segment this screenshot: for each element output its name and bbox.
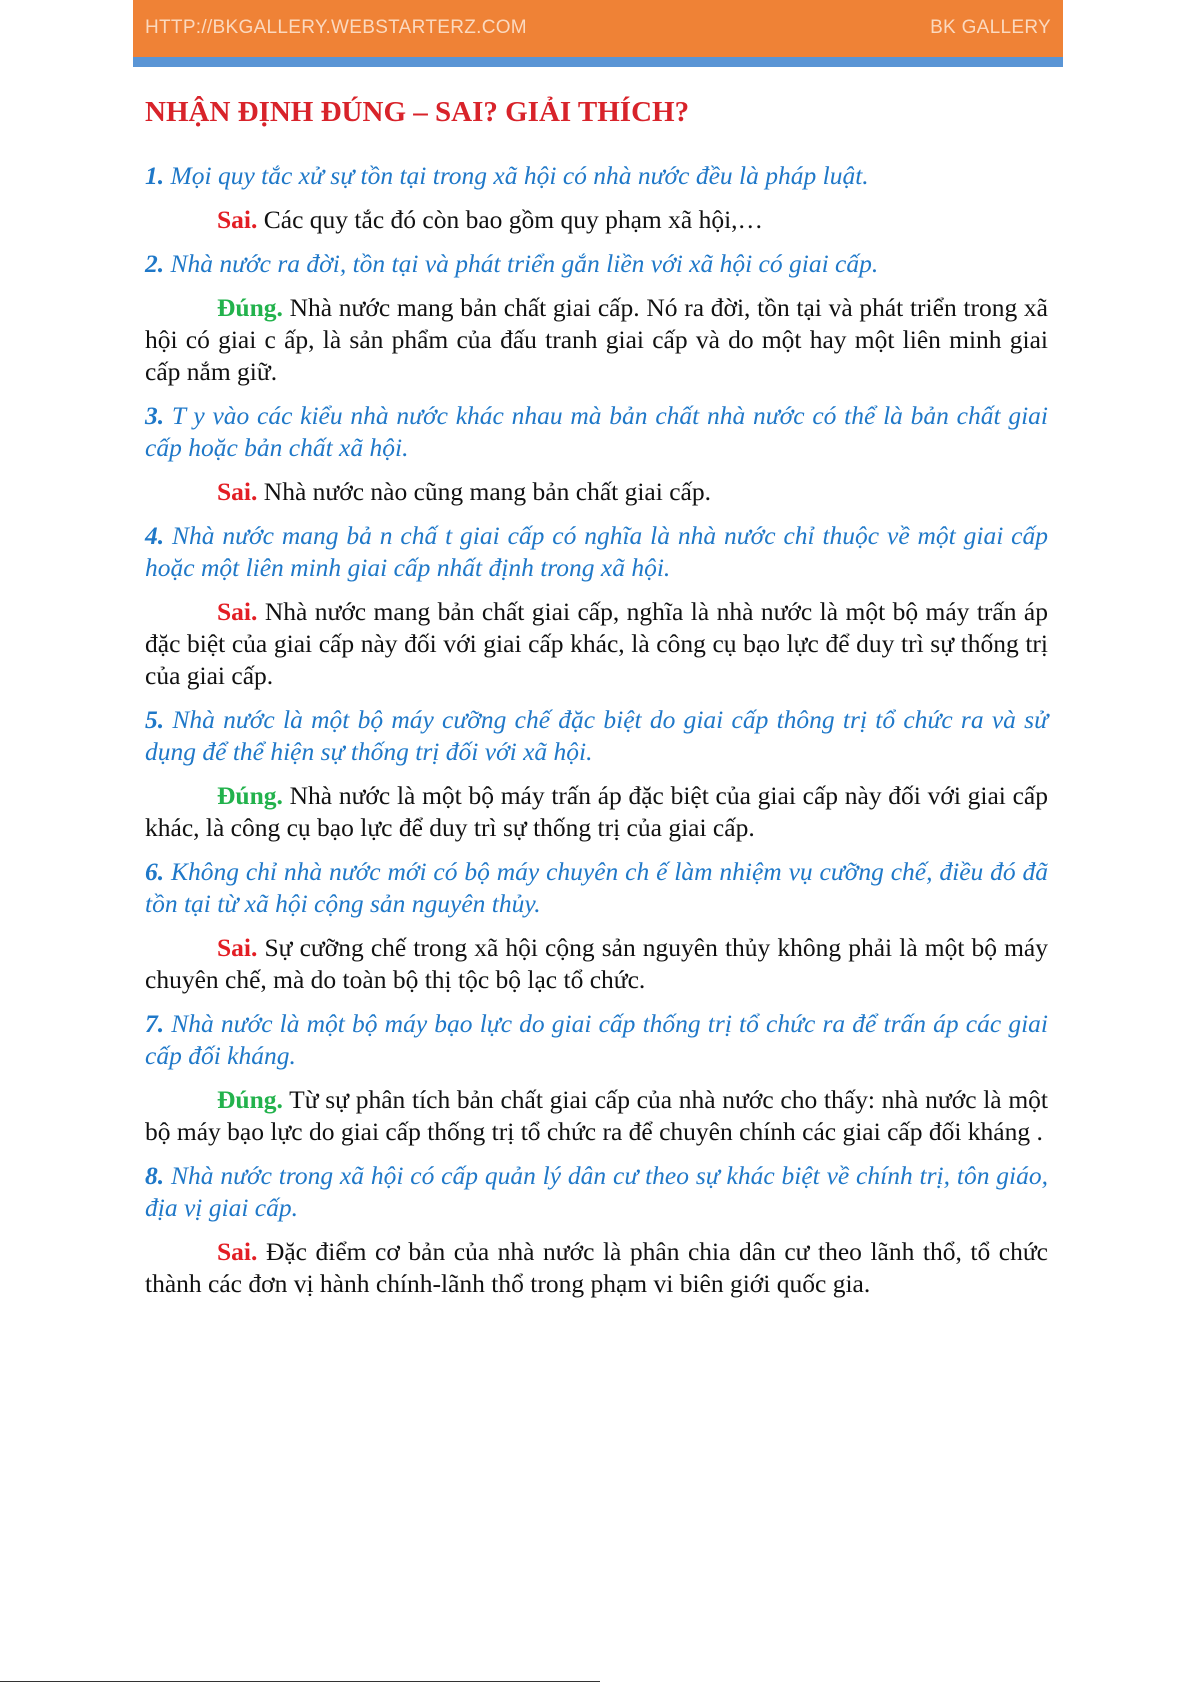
answer-text: Sự cưỡng chế trong xã hội cộng sản nguyên thủy không phải là một bộ máy chuyên chế, mà do toàn bộ thị tộc bộ lạc tổ chức. <box>145 933 1048 994</box>
answer-4 <box>145 596 1048 692</box>
answer-text: Nhà nước là một bộ máy trấn áp đặc biệt của giai cấp này đối với giai cấp khác, là công cụ bạo lực để duy trì sự thống trị của giai cấp. <box>145 781 1048 842</box>
answer-6 <box>145 932 1048 996</box>
answer-text: Nhà nước mang bản chất giai cấp, nghĩa là nhà nước là một bộ máy trấn áp đặc biệt của giai cấp này đối với giai cấp khác, là công cụ bạo lực để duy trì sự thống trị của giai cấp. <box>145 597 1048 690</box>
answer-8 <box>145 1236 1048 1300</box>
answer-text: Các quy tắc đó còn bao gồm quy phạm xã hội,… <box>257 205 764 234</box>
verdict-label: Sai. <box>217 597 258 626</box>
document-body <box>145 92 1048 1312</box>
question-2 <box>145 248 1048 280</box>
question-6 <box>145 856 1048 920</box>
answer-3 <box>145 476 1048 508</box>
question-number: 8. <box>145 1161 165 1190</box>
footer-divider <box>0 1681 600 1682</box>
question-number: 6. <box>145 857 165 886</box>
header-brand: BK GALLERY <box>930 17 1051 38</box>
question-5 <box>145 704 1048 768</box>
question-number: 1. <box>145 161 165 190</box>
question-number: 5. <box>145 705 165 734</box>
question-text: Nhà nước là một bộ máy bạo lực do giai cấp thống trị tổ chức ra để trấn áp các giai cấp đối kháng. <box>145 1009 1048 1070</box>
answer-text: Nhà nước nào cũng mang bản chất giai cấp. <box>257 477 711 506</box>
question-number: 2. <box>145 249 165 278</box>
verdict-label: Đúng. <box>217 781 283 810</box>
question-text: Nhà nước ra đời, tồn tại và phát triển gắn liền với xã hội có giai cấp. <box>164 249 879 278</box>
page-header <box>133 0 1063 57</box>
question-7 <box>145 1008 1048 1072</box>
verdict-label: Sai. <box>217 933 258 962</box>
question-number: 7. <box>145 1009 165 1038</box>
answer-text: Đặc điểm cơ bản của nhà nước là phân chia dân cư theo lãnh thổ, tổ chức thành các đơn vị hành chính-lãnh thổ trong phạm vi biên giới quốc gia. <box>145 1237 1048 1298</box>
question-3 <box>145 400 1048 464</box>
answer-1 <box>145 204 1048 236</box>
verdict-label: Đúng. <box>217 293 283 322</box>
header-url[interactable]: HTTP://BKGALLERY.WEBSTARTERZ.COM <box>145 17 527 38</box>
question-text: T y vào các kiểu nhà nước khác nhau mà bản chất nhà nước có thể là bản chất giai cấp hoặc bản chất xã hội. <box>145 401 1048 462</box>
question-number: 4. <box>145 521 165 550</box>
verdict-label: Sai. <box>217 477 258 506</box>
answer-2 <box>145 292 1048 388</box>
question-text: Nhà nước mang bả n chấ t giai cấp có nghĩa là nhà nước chỉ thuộc về một giai cấp hoặc một liên minh giai cấp nhất định trong xã hội. <box>145 521 1048 582</box>
question-1 <box>145 160 1048 192</box>
question-text: Mọi quy tắc xử sự tồn tại trong xã hội có nhà nước đều là pháp luật. <box>164 161 869 190</box>
question-4 <box>145 520 1048 584</box>
verdict-label: Sai. <box>217 1237 258 1266</box>
answer-text: Nhà nước mang bản chất giai cấp. Nó ra đời, tồn tại và phát triển trong xã hội có giai c ấp, là sản phẩm của đấu tranh giai cấp và do một hay một liên minh giai cấp nắm giữ. <box>145 293 1048 386</box>
question-number: 3. <box>145 401 165 430</box>
question-text: Không chỉ nhà nước mới có bộ máy chuyên ch ế làm nhiệm vụ cưỡng chế, điều đó đã tồn tại từ xã hội cộng sản nguyên thủy. <box>145 857 1048 918</box>
verdict-label: Sai. <box>217 205 258 234</box>
answer-7 <box>145 1084 1048 1148</box>
page-title: NHẬN ĐỊNH ĐÚNG – SAI? GIẢI THÍCH? <box>145 96 690 128</box>
header-divider <box>133 57 1063 67</box>
answer-5 <box>145 780 1048 844</box>
question-text: Nhà nước là một bộ máy cưỡng chế đặc biệt do giai cấp thông trị tổ chức ra và sử dụng để thể hiện sự thống trị đối với xã hội. <box>145 705 1048 766</box>
question-text: Nhà nước trong xã hội có cấp quản lý dân cư theo sự khác biệt về chính trị, tôn giáo, địa vị giai cấp. <box>145 1161 1048 1222</box>
question-8 <box>145 1160 1048 1224</box>
answer-text: Từ sự phân tích bản chất giai cấp của nhà nước cho thấy: nhà nước là một bộ máy bạo lực do giai cấp thống trị tổ chức ra để chuyên chính các giai cấp đối kháng . <box>145 1085 1048 1146</box>
verdict-label: Đúng. <box>217 1085 283 1114</box>
